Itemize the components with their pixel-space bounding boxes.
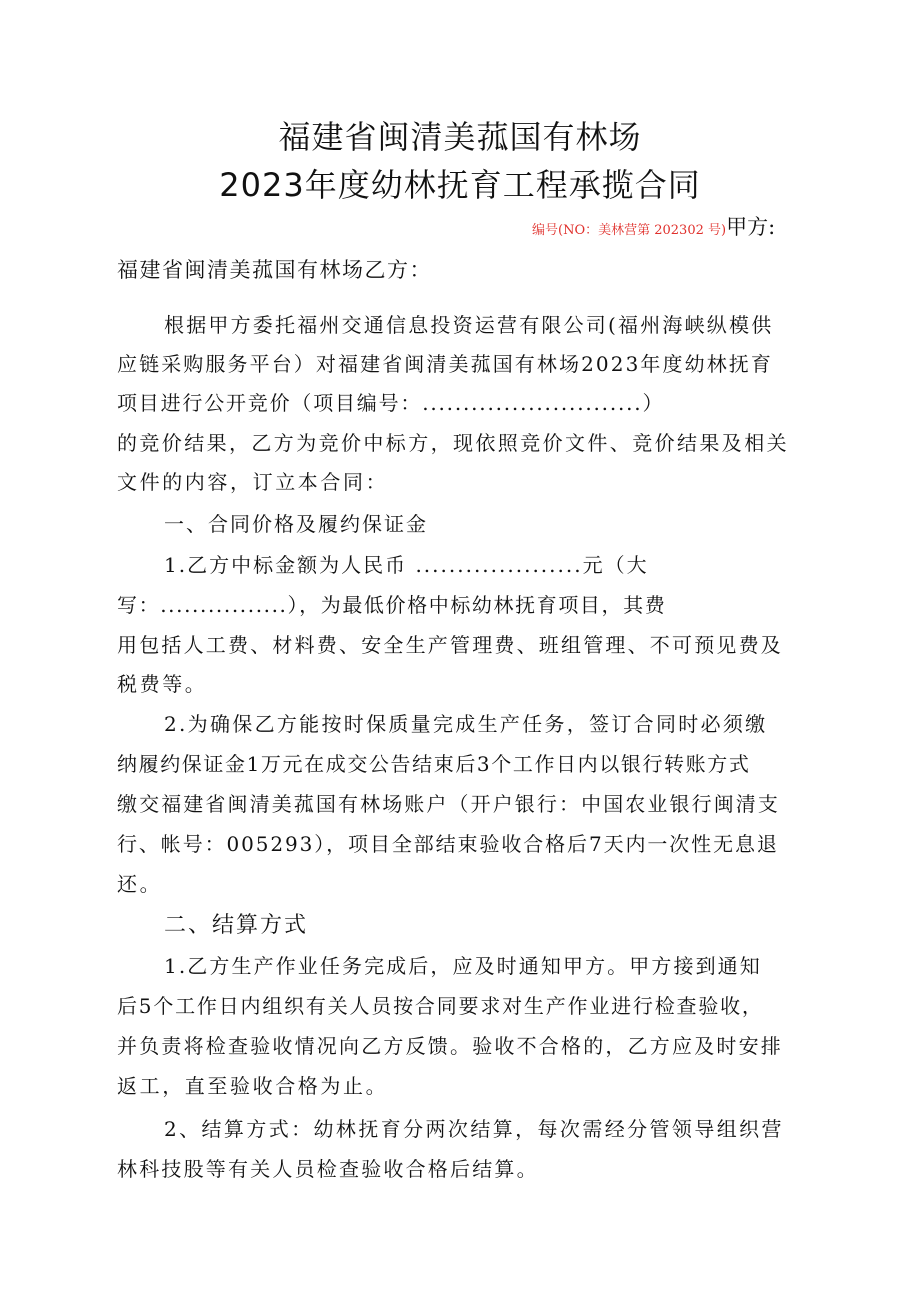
section-heading: 一、合同价格及履约保证金 [164, 512, 428, 536]
paragraph-line: 后5个工作日内组织有关人员按合同要求对生产作业进行检查验收， [117, 994, 764, 1018]
paragraph-line: 用包括人工费、材料费、安全生产管理费、班组管理、不可预见费及 [117, 633, 783, 657]
paragraph-line: 的竞价结果，乙方为竞价中标方，现依照竞价文件、竞价结果及相关 [117, 431, 789, 455]
paragraph-line: 文件的内容，订立本合同： [117, 470, 389, 494]
paragraph-line: 行、帐号：005293），项目全部结束验收合格后7天内一次性无息退 [117, 832, 779, 856]
paragraph-line: 应链采购服务平台）对福建省闽清美菰国有林场2023年度幼林抚育 [117, 352, 773, 376]
paragraph-line: 写：................），为最低价格中标幼林抚育项目，其费 [117, 593, 667, 617]
paragraph-line: 2.为确保乙方能按时保质量完成生产任务，签订合同时必须缴 [164, 712, 768, 736]
document-number: 编号(NO：美林营第 202302 号) [532, 223, 727, 238]
paragraph-line: 根据甲方委托福州交通信息投资运营有限公司(福州海峡纵模供 [164, 313, 774, 337]
paragraph-line: 还。 [117, 872, 163, 896]
paragraph-line: 纳履约保证金1万元在成交公告结束后3个工作日内以银行转账方式 [117, 752, 751, 776]
paragraph-line: 林科技股等有关人员检查验收合格后结算。 [117, 1157, 539, 1181]
section-heading: 二、结算方式 [164, 913, 309, 938]
paragraph-line: 1.乙方生产作业任务完成后，应及时通知甲方。甲方接到通知 [164, 954, 762, 978]
document-number-line [532, 214, 775, 244]
paragraph-line: 税费等。 [117, 672, 208, 696]
paragraph-line: 返工，直至验收合格为止。 [117, 1074, 389, 1098]
paragraph-line: 缴交福建省闽清美菰国有林场账户（开户银行：中国农业银行闽清支 [117, 792, 780, 816]
document-title-line1: 福建省闽清美菰国有林场 [278, 118, 642, 156]
paragraph-line: 2、结算方式：幼林抚育分两次结算，每次需经分管领导组织营 [164, 1117, 784, 1141]
party-line: 福建省闽清美菰国有林场乙方： [117, 258, 432, 282]
paragraph-line: 项目进行公开竞价（项目编号：...........................） [117, 391, 665, 415]
paragraph-line: 并负责将检查验收情况向乙方反馈。验收不合格的，乙方应及时安排 [117, 1034, 783, 1058]
paragraph-line: 1.乙方中标金额为人民币 ....................元（大 [164, 553, 649, 577]
party-a-label: 甲方: [726, 215, 776, 239]
document-title-line2: 2023年度幼林抚育工程承揽合同 [219, 166, 701, 204]
